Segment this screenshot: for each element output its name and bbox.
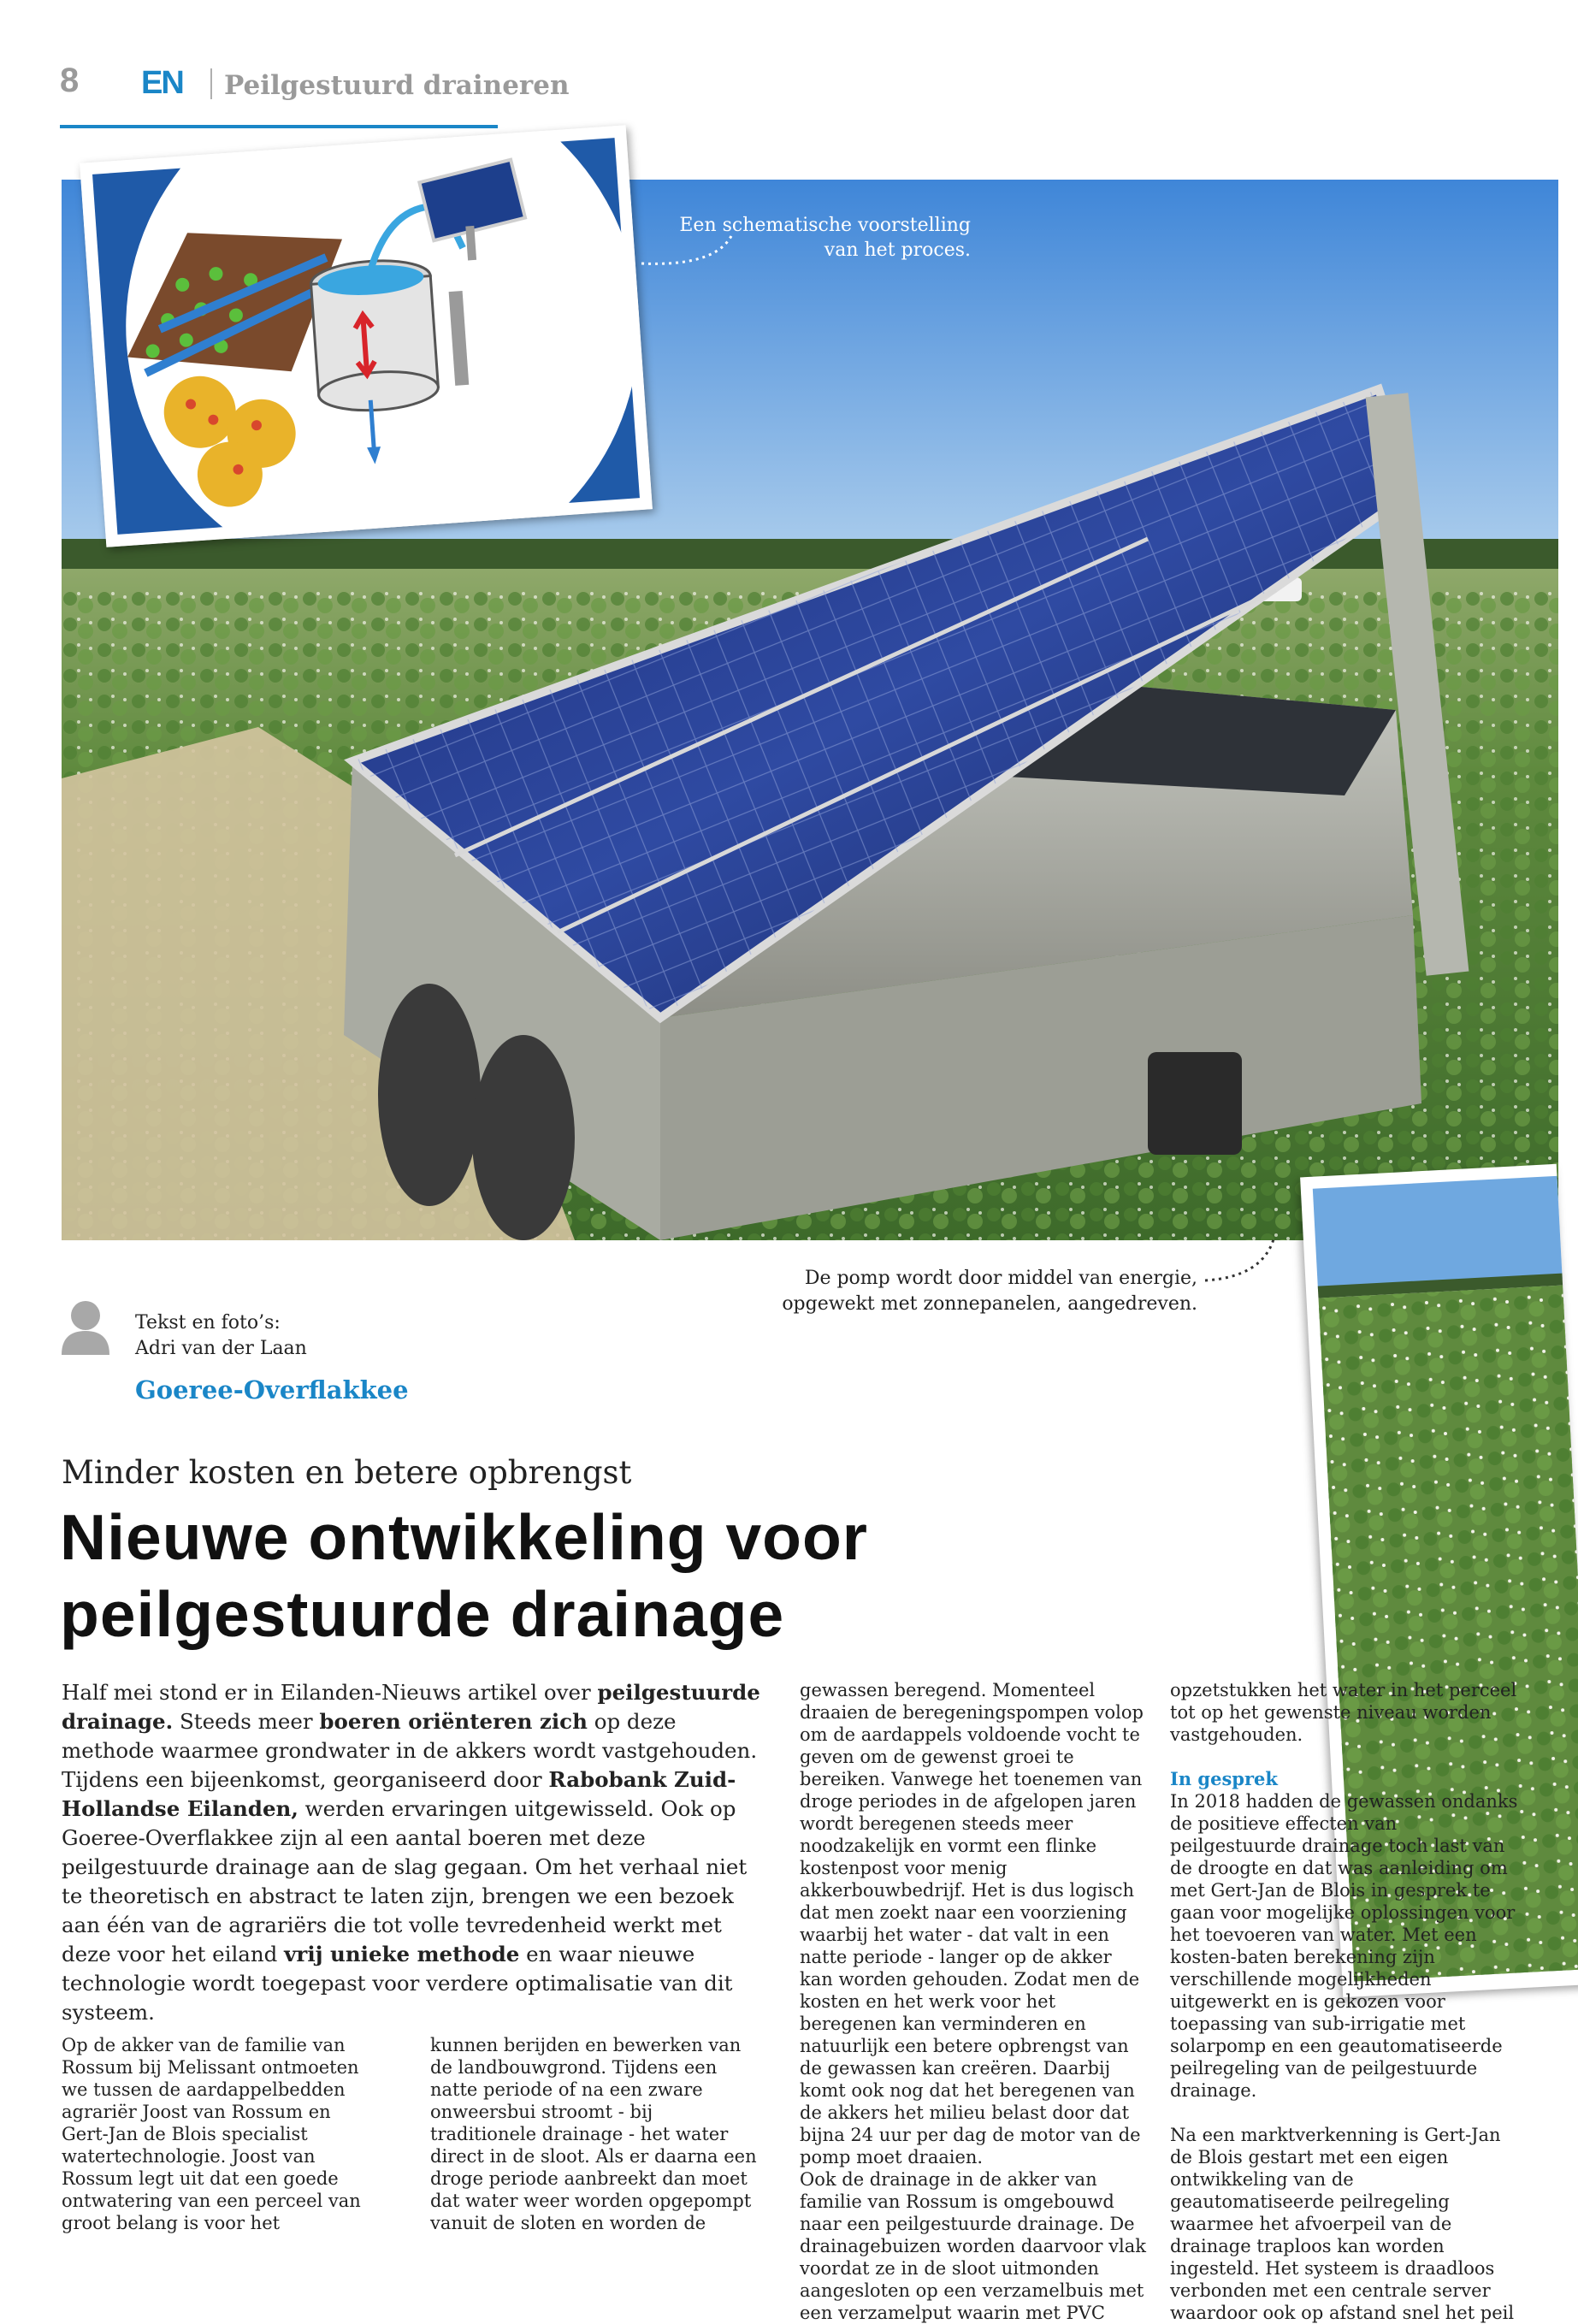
intro-text: en waar nieuwe technologie wordt toegepast voor verdere optimalisatie van dit systeem. xyxy=(62,1942,733,2025)
intro-bold: boeren oriënteren zich xyxy=(319,1709,588,1734)
body-paragraph: Op de akker van de familie van Rossum bij Melissant ontmoeten we tussen de aardappelbedden agrariër Joost van Rossum en Gert-Jan de Blois specialist watertechnologie. Joost van Rossum legt uit dat een goede ontwatering van een perceel van groot belang is voor het xyxy=(62,2035,361,2233)
body-paragraph: gewassen beregend. Momenteel draaien de beregeningspompen volop om de aardappels voldoende vocht te geven om de gewenst groei te bereiken. Vanwege het toenemen van droge periodes in de afgelopen jaren wordt beregenen steeds meer noodzakelijk en vormt een flinke kostenpost voor menig akkerbouwbedrijf. Het is dus logisch dat men zoekt naar een voorziening waarbij het water - dat valt in een natte periode - langer op de akker kan worden gehouden. Zodat men de kosten en het werk voor het beregenen kan verminderen en natuurlijk een betere opbrengst van de gewassen kan creëren. Daarbij komt ook nog dat het beregenen van de akkers het milieu belast door dat bijna 24 uur per dag de motor van de pomp moet draaien. xyxy=(800,1680,1144,2167)
intro-bold: Rabobank Zuid-Hollandse Eilanden, xyxy=(62,1767,736,1821)
headline-line-2: peilgestuurde drainage xyxy=(60,1578,785,1650)
paragraph-gap xyxy=(1170,2102,1521,2124)
body-column-3 xyxy=(800,1679,1146,2324)
body-column-2 xyxy=(430,2034,759,2234)
body-paragraph: In 2018 hadden de gewassen ondanks de positieve effecten van peilgestuurde drainage toch last van de droogte en dat was aanleiding om met Gert-Jan de Blois in gesprek te gaan voor mogelijke oplossingen voor het toevoeren van water. Met een kosten-baten berekening zijn verschillende mogelijkheden uitgewerkt en is gekozen voor toepassing van sub-irrigatie met solarpomp en een geautomatiseerde peilregeling van de peilgestuurde drainage. xyxy=(1170,1791,1518,2101)
caption-pointer xyxy=(637,233,740,275)
header-separator xyxy=(210,68,212,99)
body-paragraph: kunnen berijden en bewerken van de landbouwgrond. Tijdens een natte periode of na een zware onweersbui stroomt - bij traditionele drainage - het water direct in de sloot. Als er daarna een droge periode aanbreekt dan moet dat water weer worden opgepompt vanuit de sloten en worden de xyxy=(430,2035,757,2233)
section-title: Peilgestuurd draineren xyxy=(224,70,570,101)
schematic-inset xyxy=(80,125,653,547)
intro-text: Half mei stond er in Eilanden-Nieuws artikel over xyxy=(62,1680,598,1705)
caption-pointer-2 xyxy=(1202,1236,1279,1287)
intro-text: Steeds meer xyxy=(173,1709,320,1734)
region-label: Goeree-Overflakkee xyxy=(135,1375,409,1404)
body-paragraph: Ook de drainage in de akker van familie van Rossum is omgebouwd naar een peilgestuurde drainage. De drainagebuizen worden daarvoor vlak voordat ze in de sloot uitmonden aangesloten op een verzamelbuis met een verzamelput waarin met PVC xyxy=(800,2169,1146,2323)
pump-caption: De pomp wordt door middel van energie, opgewekt met zonnepanelen, aangedreven. xyxy=(782,1268,1197,1315)
schematic-diagram xyxy=(80,125,653,547)
body-paragraph: Na een marktverkenning is Gert-Jan de Blois gestart met een eigen ontwikkeling van de geautomatiseerde peilregeling waarmee het afvoerpeil van de drainage traploos kan worden ingesteld. Het systeem is draadloos verbonden met een centrale server waardoor ook op afstand snel het peil xyxy=(1170,2125,1515,2323)
schema-caption: Een schematische voorstelling van het proces. xyxy=(679,215,971,261)
page-number: 8 xyxy=(60,62,80,99)
paragraph-gap xyxy=(1170,1746,1521,1768)
author-name: Adri van der Laan xyxy=(135,1337,307,1359)
headline xyxy=(60,1499,1086,1653)
kicker: Minder kosten en betere opbrengst xyxy=(62,1454,632,1491)
person-icon xyxy=(62,1298,109,1355)
body-column-4 xyxy=(1170,1679,1521,2324)
headline-line-1: Nieuwe ontwikkeling voor xyxy=(60,1501,868,1573)
author-label: Tekst en foto’s: xyxy=(135,1312,281,1333)
body-paragraph: opzetstukken het water in het perceel tot op het gewenste niveau worden vastgehouden. xyxy=(1170,1680,1517,1745)
intro-paragraph xyxy=(62,1678,771,2027)
author-credit xyxy=(135,1310,307,1361)
intro-bold: peilgestuurde drainage. xyxy=(62,1680,760,1734)
intro-bold: vrij unieke methode xyxy=(284,1942,520,1966)
intro-text: werden ervaringen uitgewisseld. Ook op Goeree-Overflakkee zijn al een aantal boeren met deze peilgestuurde drainage aan de slag gegaan. Om het verhaal niet te theoretisch en abstract te laten zijn, brengen we een bezoek aan één van de agrariërs die tot volle tevredenheid werkt met deze voor het eiland xyxy=(62,1796,748,1966)
en-logo: EN xyxy=(141,65,183,101)
body-column-1 xyxy=(62,2034,378,2234)
header-rule xyxy=(60,125,498,128)
subheading: In gesprek xyxy=(1170,1768,1278,1789)
intro-text: op deze methode waarmee grondwater in de akkers wordt vastgehouden. Tijdens een bijeenkomst, georganiseerd door xyxy=(62,1709,758,1792)
